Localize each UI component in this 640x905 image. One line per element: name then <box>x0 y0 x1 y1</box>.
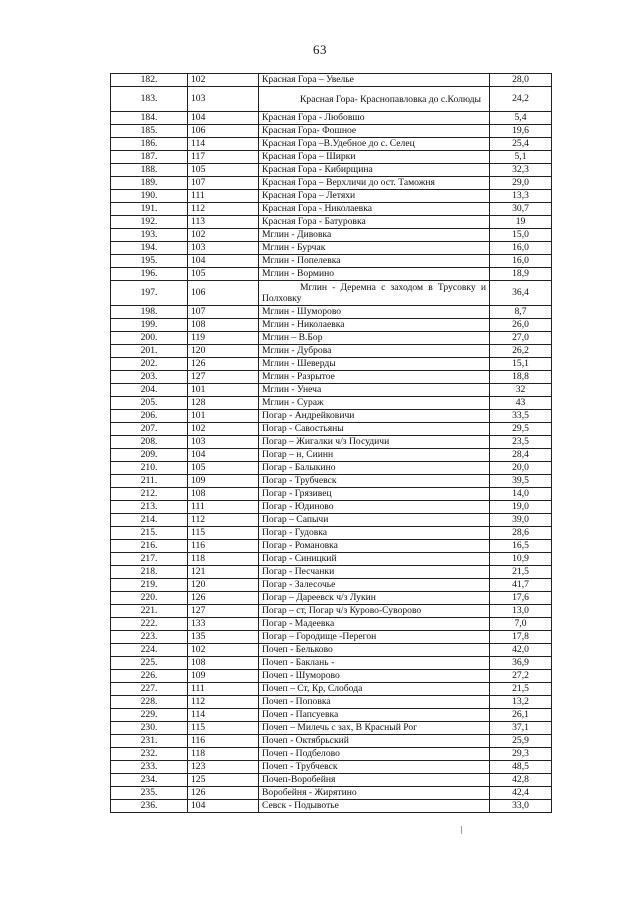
route-code: 128 <box>188 397 259 410</box>
row-number: 197. <box>111 281 188 306</box>
route-code: 121 <box>188 566 259 579</box>
route-name: Почеп - Подбелово <box>259 748 490 761</box>
table-row <box>111 761 552 774</box>
route-code: 108 <box>188 319 259 332</box>
route-code: 120 <box>188 345 259 358</box>
route-name: Мглин - Попелевка <box>259 255 490 268</box>
route-code: 104 <box>188 449 259 462</box>
table-row <box>111 358 552 371</box>
row-number: 233. <box>111 761 188 774</box>
route-distance: 10,9 <box>490 553 552 566</box>
table-row <box>111 268 552 281</box>
row-number: 213. <box>111 501 188 514</box>
row-number: 218. <box>111 566 188 579</box>
route-name: Погар - Трубчевск <box>259 475 490 488</box>
row-number: 207. <box>111 423 188 436</box>
row-number: 216. <box>111 540 188 553</box>
route-distance: 13,3 <box>490 190 552 203</box>
route-name: Почеп - Октябрьский <box>259 735 490 748</box>
row-number: 227. <box>111 683 188 696</box>
route-code: 127 <box>188 371 259 384</box>
route-distance: 36,4 <box>490 281 552 306</box>
route-code: 111 <box>188 501 259 514</box>
route-name: Красная Гора - Батуровка <box>259 216 490 229</box>
route-distance: 18,9 <box>490 268 552 281</box>
row-number: 184. <box>111 112 188 125</box>
row-number: 210. <box>111 462 188 475</box>
table-row <box>111 696 552 709</box>
route-distance: 24,2 <box>490 87 552 112</box>
table-row <box>111 371 552 384</box>
table-row <box>111 592 552 605</box>
route-distance: 29,0 <box>490 177 552 190</box>
row-number: 186. <box>111 138 188 151</box>
route-name: Погар - Гудовка <box>259 527 490 540</box>
row-number: 235. <box>111 787 188 800</box>
route-code: 108 <box>188 657 259 670</box>
route-distance: 21,5 <box>490 566 552 579</box>
route-name: Почеп - Папсуевка <box>259 709 490 722</box>
row-number: 202. <box>111 358 188 371</box>
route-distance: 28,4 <box>490 449 552 462</box>
table-row <box>111 242 552 255</box>
row-number: 203. <box>111 371 188 384</box>
route-distance: 14,0 <box>490 488 552 501</box>
route-name: Погар – Городище -Перегон <box>259 631 490 644</box>
route-name: Погар - Синицкий <box>259 553 490 566</box>
row-number: 195. <box>111 255 188 268</box>
row-number: 232. <box>111 748 188 761</box>
table-row <box>111 436 552 449</box>
row-number: 225. <box>111 657 188 670</box>
route-distance: 26,1 <box>490 709 552 722</box>
route-name: Погар - Песчанки <box>259 566 490 579</box>
route-name: Мглин - Унеча <box>259 384 490 397</box>
route-name: Погар - Залесочье <box>259 579 490 592</box>
route-code: 118 <box>188 553 259 566</box>
route-code: 105 <box>188 462 259 475</box>
route-code: 120 <box>188 579 259 592</box>
table-row <box>111 488 552 501</box>
route-name: Мглин - Дивовка <box>259 229 490 242</box>
route-name: Красная Гора- Фошное <box>259 125 490 138</box>
route-name: Мглин - Шеверды <box>259 358 490 371</box>
table-row <box>111 319 552 332</box>
route-distance: 28,0 <box>490 74 552 87</box>
row-number: 224. <box>111 644 188 657</box>
route-distance: 26,2 <box>490 345 552 358</box>
route-name: Погар - Андрейковичи <box>259 410 490 423</box>
route-name: Почеп - Поповка <box>259 696 490 709</box>
route-distance: 25,4 <box>490 138 552 151</box>
route-code: 119 <box>188 332 259 345</box>
table-row <box>111 87 552 112</box>
table-row <box>111 735 552 748</box>
table-row <box>111 332 552 345</box>
row-number: 194. <box>111 242 188 255</box>
row-number: 200. <box>111 332 188 345</box>
route-code: 102 <box>188 229 259 242</box>
row-number: 188. <box>111 164 188 177</box>
table-row <box>111 125 552 138</box>
table-row <box>111 657 552 670</box>
route-name: Погар – н, Сиинн <box>259 449 490 462</box>
route-distance: 33,5 <box>490 410 552 423</box>
route-name: Мглин - Бурчак <box>259 242 490 255</box>
table-row <box>111 540 552 553</box>
route-code: 101 <box>188 384 259 397</box>
route-name: Погар - Грязивец <box>259 488 490 501</box>
route-code: 109 <box>188 670 259 683</box>
row-number: 201. <box>111 345 188 358</box>
route-code: 123 <box>188 761 259 774</box>
route-code: 112 <box>188 514 259 527</box>
row-number: 192. <box>111 216 188 229</box>
row-number: 211. <box>111 475 188 488</box>
route-code: 116 <box>188 735 259 748</box>
route-name: Воробейня - Жирятино <box>259 787 490 800</box>
route-code: 126 <box>188 358 259 371</box>
route-name: Красная Гора - Николаевка <box>259 203 490 216</box>
table-row <box>111 774 552 787</box>
route-code: 114 <box>188 138 259 151</box>
page-number: 63 <box>313 42 327 57</box>
route-distance: 42,4 <box>490 787 552 800</box>
table-row <box>111 255 552 268</box>
route-code: 115 <box>188 527 259 540</box>
route-distance: 7,0 <box>490 618 552 631</box>
route-code: 113 <box>188 216 259 229</box>
route-code: 102 <box>188 74 259 87</box>
route-name: Погар – Сапычи <box>259 514 490 527</box>
route-name: Почеп – Ст, Кр, Слобода <box>259 683 490 696</box>
row-number: 189. <box>111 177 188 190</box>
row-number: 212. <box>111 488 188 501</box>
row-number: 208. <box>111 436 188 449</box>
route-code: 111 <box>188 190 259 203</box>
row-number: 191. <box>111 203 188 216</box>
route-distance: 16,0 <box>490 255 552 268</box>
route-code: 126 <box>188 787 259 800</box>
route-distance: 28,6 <box>490 527 552 540</box>
row-number: 230. <box>111 722 188 735</box>
route-code: 103 <box>188 436 259 449</box>
table-row <box>111 722 552 735</box>
route-code: 101 <box>188 410 259 423</box>
row-number: 223. <box>111 631 188 644</box>
route-distance: 41,7 <box>490 579 552 592</box>
table-row <box>111 203 552 216</box>
route-distance: 13,0 <box>490 605 552 618</box>
table-row <box>111 644 552 657</box>
row-number: 182. <box>111 74 188 87</box>
route-distance: 23,5 <box>490 436 552 449</box>
route-distance: 17,6 <box>490 592 552 605</box>
route-code: 127 <box>188 605 259 618</box>
route-distance: 5,1 <box>490 151 552 164</box>
route-name: Красная Гора – Верхличи до ост. Таможня <box>259 177 490 190</box>
table-row <box>111 74 552 87</box>
route-distance: 39,5 <box>490 475 552 488</box>
route-distance: 36,9 <box>490 657 552 670</box>
route-distance: 16,0 <box>490 242 552 255</box>
route-code: 105 <box>188 164 259 177</box>
row-number: 217. <box>111 553 188 566</box>
route-name: Погар - Мадеевка <box>259 618 490 631</box>
route-name: Погар - Савостьяны <box>259 423 490 436</box>
route-distance: 32 <box>490 384 552 397</box>
route-code: 112 <box>188 696 259 709</box>
table-row <box>111 190 552 203</box>
route-code: 107 <box>188 177 259 190</box>
row-number: 234. <box>111 774 188 787</box>
route-name: Красная Гора - Кибирщина <box>259 164 490 177</box>
scan-mark <box>461 826 462 834</box>
route-distance: 30,7 <box>490 203 552 216</box>
route-code: 112 <box>188 203 259 216</box>
row-number: 214. <box>111 514 188 527</box>
route-code: 103 <box>188 87 259 112</box>
table-row <box>111 514 552 527</box>
table-row <box>111 553 552 566</box>
route-name: Красная Гора- Краснопавловка до с.Колюды <box>259 87 490 112</box>
route-code: 103 <box>188 242 259 255</box>
table-row <box>111 618 552 631</box>
row-number: 205. <box>111 397 188 410</box>
table-row <box>111 410 552 423</box>
row-number: 204. <box>111 384 188 397</box>
route-distance: 19,0 <box>490 501 552 514</box>
route-distance: 18,8 <box>490 371 552 384</box>
table-row <box>111 527 552 540</box>
table-row <box>111 306 552 319</box>
route-distance: 29,5 <box>490 423 552 436</box>
route-code: 126 <box>188 592 259 605</box>
row-number: 219. <box>111 579 188 592</box>
route-distance: 27,0 <box>490 332 552 345</box>
row-number: 187. <box>111 151 188 164</box>
table-row <box>111 462 552 475</box>
route-distance: 32,3 <box>490 164 552 177</box>
route-name: Погар – Жигалки ч/з Посудичи <box>259 436 490 449</box>
route-code: 125 <box>188 774 259 787</box>
row-number: 196. <box>111 268 188 281</box>
route-name: Почеп – Милечь с зах, В Красный Рог <box>259 722 490 735</box>
route-code: 106 <box>188 281 259 306</box>
route-name: Почеп - Шуморово <box>259 670 490 683</box>
route-code: 118 <box>188 748 259 761</box>
route-name: Мглин - Николаевка <box>259 319 490 332</box>
row-number: 185. <box>111 125 188 138</box>
table-row <box>111 683 552 696</box>
row-number: 209. <box>111 449 188 462</box>
route-distance: 21,5 <box>490 683 552 696</box>
route-distance: 39,0 <box>490 514 552 527</box>
row-number: 190. <box>111 190 188 203</box>
row-number: 220. <box>111 592 188 605</box>
route-distance: 42,0 <box>490 644 552 657</box>
table-row <box>111 605 552 618</box>
route-name: Почеп-Воробейня <box>259 774 490 787</box>
route-name: Красная Гора – Летяхи <box>259 190 490 203</box>
route-distance: 43 <box>490 397 552 410</box>
row-number: 198. <box>111 306 188 319</box>
table-row <box>111 177 552 190</box>
route-name: Почеп - Бельково <box>259 644 490 657</box>
route-name: Мглин - Деремна с заходом в Трусовку и Полховку <box>259 281 490 306</box>
route-name: Мглин - Сураж <box>259 397 490 410</box>
route-code: 106 <box>188 125 259 138</box>
table-row <box>111 579 552 592</box>
route-name: Погар – Дареевск ч/з Лукин <box>259 592 490 605</box>
row-number: 222. <box>111 618 188 631</box>
table-row <box>111 423 552 436</box>
route-distance: 16,5 <box>490 540 552 553</box>
route-distance: 37,1 <box>490 722 552 735</box>
route-code: 102 <box>188 423 259 436</box>
table-row <box>111 670 552 683</box>
table-row <box>111 164 552 177</box>
route-distance: 13,2 <box>490 696 552 709</box>
route-code: 109 <box>188 475 259 488</box>
table-row <box>111 449 552 462</box>
table-row <box>111 229 552 242</box>
routes-table <box>110 73 552 813</box>
route-name: Красная Гора – Ширки <box>259 151 490 164</box>
route-code: 114 <box>188 709 259 722</box>
routes-table-body <box>111 74 552 813</box>
table-row <box>111 631 552 644</box>
route-name: Погар - Юдиново <box>259 501 490 514</box>
route-name: Мглин - Вормино <box>259 268 490 281</box>
table-row <box>111 112 552 125</box>
table-row <box>111 787 552 800</box>
table-row <box>111 138 552 151</box>
route-code: 115 <box>188 722 259 735</box>
table-row <box>111 151 552 164</box>
route-code: 105 <box>188 268 259 281</box>
route-name: Почеп - Баклань - <box>259 657 490 670</box>
table-row <box>111 501 552 514</box>
route-name: Погар - Романовка <box>259 540 490 553</box>
row-number: 226. <box>111 670 188 683</box>
table-row <box>111 800 552 813</box>
route-distance: 15,0 <box>490 229 552 242</box>
route-code: 133 <box>188 618 259 631</box>
route-code: 117 <box>188 151 259 164</box>
table-row <box>111 281 552 306</box>
row-number: 229. <box>111 709 188 722</box>
table-row <box>111 566 552 579</box>
row-number: 231. <box>111 735 188 748</box>
route-code: 104 <box>188 800 259 813</box>
row-number: 183. <box>111 87 188 112</box>
route-name: Мглин - Дуброва <box>259 345 490 358</box>
route-name: Севск - Подывотье <box>259 800 490 813</box>
route-distance: 19,6 <box>490 125 552 138</box>
route-code: 111 <box>188 683 259 696</box>
route-distance: 27,2 <box>490 670 552 683</box>
row-number: 236. <box>111 800 188 813</box>
table-row <box>111 397 552 410</box>
route-distance: 25,9 <box>490 735 552 748</box>
route-code: 135 <box>188 631 259 644</box>
route-distance: 20,0 <box>490 462 552 475</box>
route-name: Погар - Балыкино <box>259 462 490 475</box>
route-distance: 5,4 <box>490 112 552 125</box>
row-number: 206. <box>111 410 188 423</box>
row-number: 193. <box>111 229 188 242</box>
row-number: 221. <box>111 605 188 618</box>
route-name: Мглин – В.Бор <box>259 332 490 345</box>
route-name: Мглин - Разрытое <box>259 371 490 384</box>
route-distance: 15,1 <box>490 358 552 371</box>
row-number: 228. <box>111 696 188 709</box>
table-row <box>111 475 552 488</box>
route-code: 104 <box>188 255 259 268</box>
route-distance: 42,8 <box>490 774 552 787</box>
route-code: 108 <box>188 488 259 501</box>
route-name: Почеп - Трубчевск <box>259 761 490 774</box>
route-name: Красная Гора – Увелье <box>259 74 490 87</box>
route-code: 104 <box>188 112 259 125</box>
table-row <box>111 709 552 722</box>
table-row <box>111 748 552 761</box>
route-distance: 48,5 <box>490 761 552 774</box>
route-distance: 8,7 <box>490 306 552 319</box>
route-code: 107 <box>188 306 259 319</box>
table-row <box>111 384 552 397</box>
route-distance: 33,0 <box>490 800 552 813</box>
table-row <box>111 345 552 358</box>
route-name: Мглин - Шуморово <box>259 306 490 319</box>
route-code: 116 <box>188 540 259 553</box>
route-name: Красная Гора - Любовшо <box>259 112 490 125</box>
route-code: 102 <box>188 644 259 657</box>
route-name: Погар – ст, Погар ч/з Курово-Суворово <box>259 605 490 618</box>
route-distance: 29,3 <box>490 748 552 761</box>
row-number: 215. <box>111 527 188 540</box>
route-distance: 17,8 <box>490 631 552 644</box>
route-name: Красная Гора –В.Удебное до с. Селец <box>259 138 490 151</box>
row-number: 199. <box>111 319 188 332</box>
route-distance: 26,0 <box>490 319 552 332</box>
table-row <box>111 216 552 229</box>
route-distance: 19 <box>490 216 552 229</box>
